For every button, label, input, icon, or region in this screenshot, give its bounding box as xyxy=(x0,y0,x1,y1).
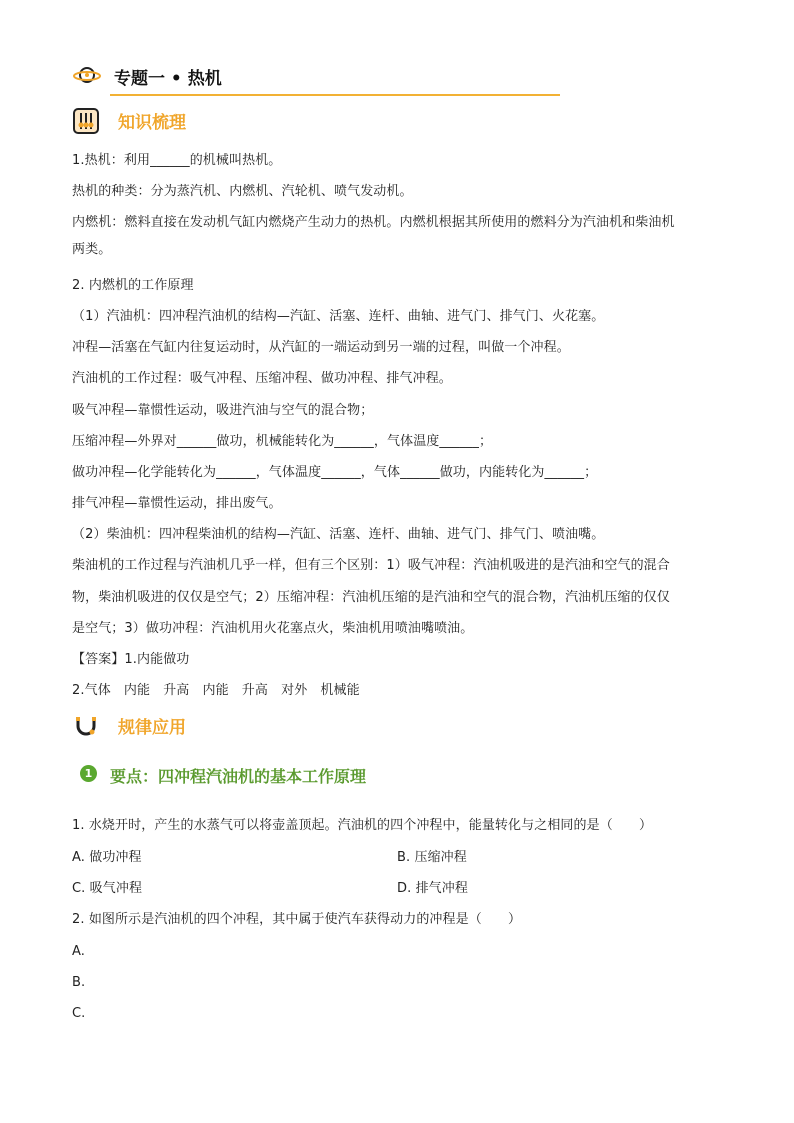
planet-icon xyxy=(72,63,102,87)
text-line: 做功冲程—化学能转化为______，气体温度______，气体______做功，内能转化为______； xyxy=(72,465,598,480)
q1-option-d: D. 排气冲程 xyxy=(397,881,468,896)
text-line: （2）柴油机：四冲程柴油机的结构—汽缸、活塞、连杆、曲轴、进气门、排气门、喷油嘴。 xyxy=(72,527,605,542)
question-2: 2. 如图所示是汽油机的四个冲程，其中属于使汽车获得动力的冲程是（ ） xyxy=(72,912,522,927)
text-line: 内燃机：燃料直接在发动机气缸内燃烧产生动力的热机。内燃机根据其所使用的燃料分为汽油机和柴油机 xyxy=(72,215,675,230)
text-line: 冲程—活塞在气缸内往复运动时，从汽缸的一端运动到另一端的过程，叫做一个冲程。 xyxy=(72,340,570,355)
text-line: 是空气；3）做功冲程：汽油机用火花塞点火，柴油机用喷油嘴喷油。 xyxy=(72,621,474,636)
title-underline xyxy=(110,94,560,96)
text-line: 1.热机：利用______的机械叫热机。 xyxy=(72,153,282,168)
magnet-icon xyxy=(72,711,100,739)
q2-option-a: A. xyxy=(72,944,85,959)
text-line: 柴油机的工作过程与汽油机几乎一样，但有三个区别：1）吸气冲程：汽油机吸进的是汽油和空气的混合 xyxy=(72,558,670,573)
abacus-icon xyxy=(72,107,100,135)
q2-option-b: B. xyxy=(72,975,86,990)
text-line: 排气冲程—靠惯性运动，排出废气。 xyxy=(72,496,282,511)
text-line: 物，柴油机吸进的仅仅是空气；2）压缩冲程：汽油机压缩的是汽油和空气的混合物，汽油机压缩的仅仅 xyxy=(72,590,670,605)
text-line: 压缩冲程—外界对______做功，机械能转化为______，气体温度______； xyxy=(72,434,493,449)
text-line: 2. 内燃机的工作原理 xyxy=(72,278,194,293)
key-point-title: 要点：四冲程汽油机的基本工作原理 xyxy=(110,767,367,786)
answer-line: 2.气体 内能 升高 内能 升高 对外 机械能 xyxy=(72,683,360,698)
text-line: （1）汽油机：四冲程汽油机的结构—汽缸、活塞、连杆、曲轴、进气门、排气门、火花塞。 xyxy=(72,309,605,324)
key-point-number-badge: 1 xyxy=(80,765,97,782)
text-line: 两类。 xyxy=(72,242,112,257)
q1-option-b: B. 压缩冲程 xyxy=(397,850,467,865)
text-line: 汽油机的工作过程：吸气冲程、压缩冲程、做功冲程、排气冲程。 xyxy=(72,371,452,386)
q1-option-a: A. 做功冲程 xyxy=(72,850,142,865)
q1-option-c: C. 吸气冲程 xyxy=(72,881,143,896)
text-line: 热机的种类：分为蒸汽机、内燃机、汽轮机、喷气发动机。 xyxy=(72,184,413,199)
section-heading-knowledge: 知识梳理 xyxy=(118,113,186,133)
question-1: 1. 水烧开时，产生的水蒸气可以将壶盖顶起。汽油机的四个冲程中，能量转化与之相同的是（ ） xyxy=(72,818,653,833)
section-heading-application: 规律应用 xyxy=(118,718,186,738)
q2-option-c: C. xyxy=(72,1006,86,1021)
answer-line: 【答案】1.内能做功 xyxy=(72,652,190,667)
page-title: 专题一 • 热机 xyxy=(114,69,222,89)
text-line: 吸气冲程—靠惯性运动，吸进汽油与空气的混合物； xyxy=(72,403,374,418)
